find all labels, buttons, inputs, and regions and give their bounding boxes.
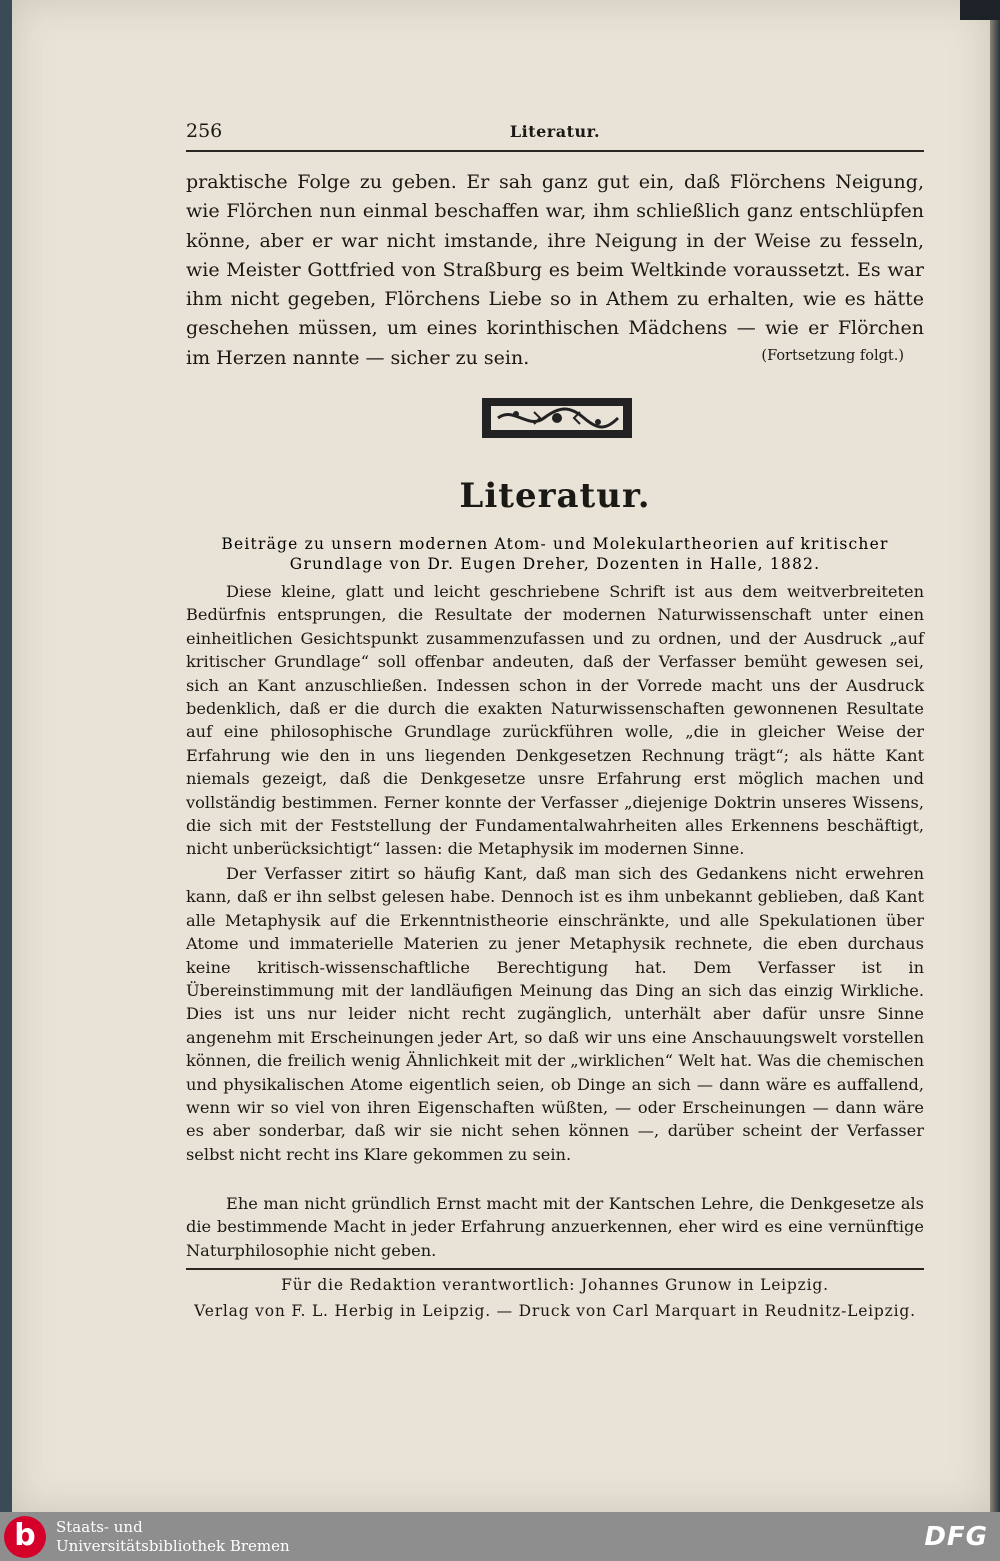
library-logo-icon[interactable]: b — [4, 1516, 46, 1558]
footer-rule — [186, 1268, 924, 1270]
story-end-text: praktische Folge zu geben. Er sah ganz gut ein, daß Flörchens Neigung, wie Flörchen nun einmal beschaffen war, ihm schließlich ganz entschlüpfen könne, aber er war nicht imstande, ihre Neigung in der Weise zu fesseln, wie Meister Gottfried von Straßburg es beim Weltkinde voraussetzt. Es war ihm nicht gegeben, Flörchens Liebe so in Athem zu erhalten, wie es hätte geschehen müssen, um eines korinthischen Mädchens — wie er Flörchen im Herzen nannte — sicher zu sein. — [186, 171, 924, 369]
running-head — [186, 120, 924, 152]
publisher-line: Verlag von F. L. Herbig in Leipzig. — Druck von Carl Marquart in Reudnitz-Leipzig. — [194, 1302, 916, 1320]
continuation-note-row — [186, 340, 904, 369]
running-title: Literatur. — [509, 122, 601, 141]
review-paragraph-2: Der Verfasser zitirt so häufig Kant, daß man sich des Gedankens nicht erwehren kann, daß er ihn selbst gelesen habe. Dennoch ist es ihm unbekannt geblieben, daß Kant alle Metaphysik auf die Erkenntnistheorie einschränkte, und alle Spekulationen über Atome und immaterielle Materien zu jener Metaphysik rechnete, die eben durchaus keine kritisch-wissenschaftliche Berechtigung hat. Dem Verfasser ist in Übereinstimmung mit der landläufigen Meinung das Ding an sich das einzig Wirkliche. Dies ist uns nur leider nicht recht zugänglich, unterhält aber dafür unsre Sinne angenehm mit Erscheinungen jeder Art, so daß wir uns eine Anschauungswelt vorstellen können, die freilich wenig Ähnlichkeit mit der „wirklichen“ Welt hat. Was die chemischen und physikalischen Atome eigentlich seien, ob Dinge an sich — dann wäre es auffallend, wenn wir so viel von ihren Eigenschaften wüßten, — oder Erscheinungen — dann wäre es aber sonderbar, daß wir sie nicht sehen können —, darüber scheint der Verfasser selbst nicht recht ins Klare gekommen zu sein. — [186, 864, 924, 1164]
review-paragraph-1: Diese kleine, glatt und leicht geschriebene Schrift ist aus dem weitverbreiteten Bedürfnis entsprungen, die Resultate der modernen Naturwissenschaft unter einen einheitlichen Gesichtspunkt zusammenzufassen und zu ordnen, und der Ausdruck „auf kritischer Grundlage“ soll offenbar andeuten, daß der Verfasser bemüht gewesen sei, sich an Kant anzuschließen. Indessen schon in der Vorrede macht uns der Ausdruck bedenklich, daß er die durch die exakten Naturwissenschaften gewonnenen Resultate auf eine philosophische Grundlage zurückführen wolle, „die in gleicher Weise der Erfahrung wie den in uns liegenden Denkgesetzen Rechnung trägt“; als hätte Kant niemals gezeigt, daß die Denkgesetze unsre Erfahrung erst möglich machen und vollständig bestimmen. Ferner konnte der Verfasser „diejenige Doktrin unseres Wissens, die sich mit der Feststellung der Fundamentalwahrheiten alles Erkennens beschäftigt, nicht unberücksichtigt“ lassen: die Metaphysik im modernen Sinne. — [186, 582, 924, 859]
review-paragraph-3: Ehe man nicht gründlich Ernst macht mit der Kantschen Lehre, die Denkgesetze als die bestimmende Macht in jeder Erfahrung anzuerkennen, eher wird es eine vernünftige Naturphilosophie nicht geben. — [186, 1194, 924, 1260]
vignette-ornament-icon — [484, 400, 630, 436]
library-name-line-2: Universitätsbibliothek Bremen — [56, 1537, 290, 1555]
dfg-logo[interactable]: DFG — [924, 1522, 988, 1552]
page-spine-edge — [990, 0, 1000, 1512]
editor-line: Für die Redaktion verantwortlich: Johannes Grunow in Leipzig. — [281, 1276, 829, 1294]
section-title: Literatur. — [459, 476, 651, 516]
scan-corner — [960, 0, 1000, 20]
page-number: 256 — [186, 120, 223, 142]
reviewed-book-title: Beiträge zu unsern modernen Atom- und Molekulartheorien auf kritischer Grundlage von Dr. Eugen Dreher, Dozenten in Halle, 1882. — [221, 535, 889, 573]
continuation-note: (Fortsetzung folgt.) — [761, 348, 904, 364]
library-banner — [0, 1512, 1000, 1561]
library-name[interactable] — [56, 1518, 290, 1556]
library-name-line-1: Staats- und — [56, 1518, 143, 1536]
decorative-vignette — [482, 398, 632, 438]
